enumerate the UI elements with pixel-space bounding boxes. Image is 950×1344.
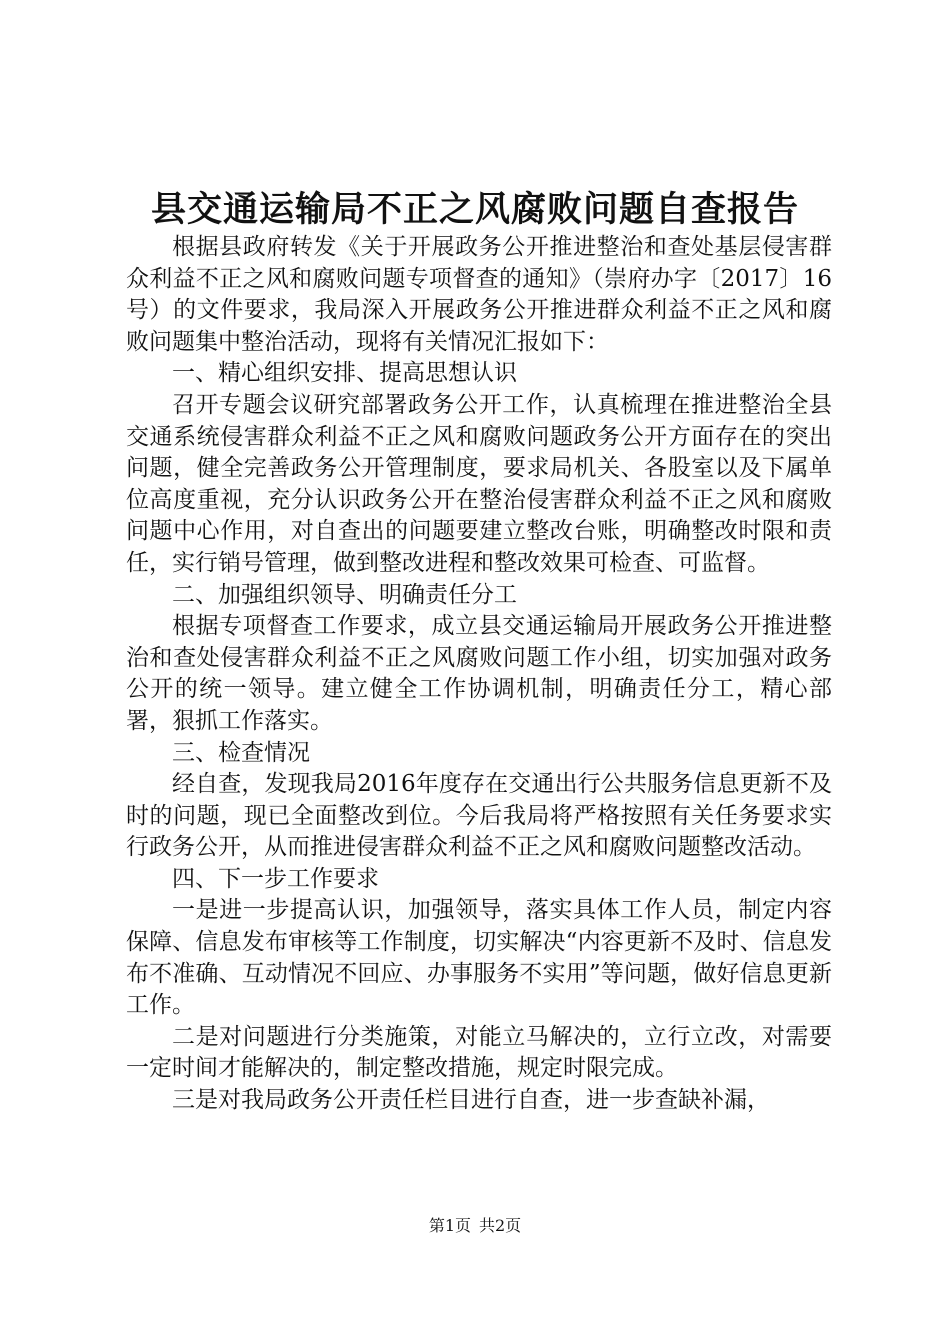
page-footer bbox=[0, 1215, 950, 1237]
section-heading-1: 一、精心组织安排、提高思想认识 bbox=[172, 360, 517, 387]
section-4-item-1: 一是进一步提高认识，加强领导，落实具体工作人员，制定内容保障、信息发布审核等工作制度，切实解决“内容更新不及时、信息发布不准确、互动情况不回应、办事服务不实用”等问题，做好信息更新工作。 bbox=[126, 897, 832, 1019]
intro-paragraph: 根据县政府转发《关于开展政务公开推进整治和查处基层侵害群众利益不正之风和腐败问题专项督查的通知》（崇府办字〔2017〕16号）的文件要求，我局深入开展政务公开推进群众利益不正之风和腐败问题集中整治活动，现将有关情况汇报如下： bbox=[126, 234, 832, 355]
section-heading-4: 四、下一步工作要求 bbox=[172, 865, 379, 892]
section-3-paragraph: 经自查，发现我局2016年度存在交通出行公共服务信息更新不及时的问题，现已全面整改到位。今后我局将严格按照有关任务要求实行政务公开，从而推进侵害群众利益不正之风和腐败问题整改活动。 bbox=[126, 771, 832, 861]
page-total: 共2页 bbox=[479, 1216, 522, 1235]
section-heading-3: 三、检查情况 bbox=[172, 739, 310, 766]
document-body bbox=[126, 232, 832, 1117]
section-4-item-2: 二是对问题进行分类施策，对能立马解决的，立行立改，对需要一定时间才能解决的，制定整改措施，规定时限完成。 bbox=[126, 1023, 832, 1082]
section-4-item-3: 三是对我局政务公开责任栏目进行自查，进一步查缺补漏， bbox=[172, 1087, 770, 1114]
section-heading-2: 二、加强组织领导、明确责任分工 bbox=[172, 581, 517, 608]
page-number: 第1页 bbox=[428, 1216, 471, 1235]
section-1-paragraph: 召开专题会议研究部署政务公开工作，认真梳理在推进整治全县交通系统侵害群众利益不正之风和腐败问题政务公开方面存在的突出问题，健全完善政务公开管理制度，要求局机关、各股室以及下属单位高度重视，充分认识政务公开在整治侵害群众利益不正之风和腐败问题中心作用，对自查出的问题要建立整改台账，明确整改时限和责任，实行销号管理，做到整改进程和整改效果可检查、可监督。 bbox=[126, 391, 832, 576]
document-title: 县交通运输局不正之风腐败问题自查报告 bbox=[150, 189, 799, 230]
section-2-paragraph: 根据专项督查工作要求，成立县交通运输局开展政务公开推进整治和查处侵害群众利益不正之风腐败问题工作小组，切实加强对政务公开的统一领导。建立健全工作协调机制，明确责任分工，精心部署，狠抓工作落实。 bbox=[126, 613, 832, 734]
